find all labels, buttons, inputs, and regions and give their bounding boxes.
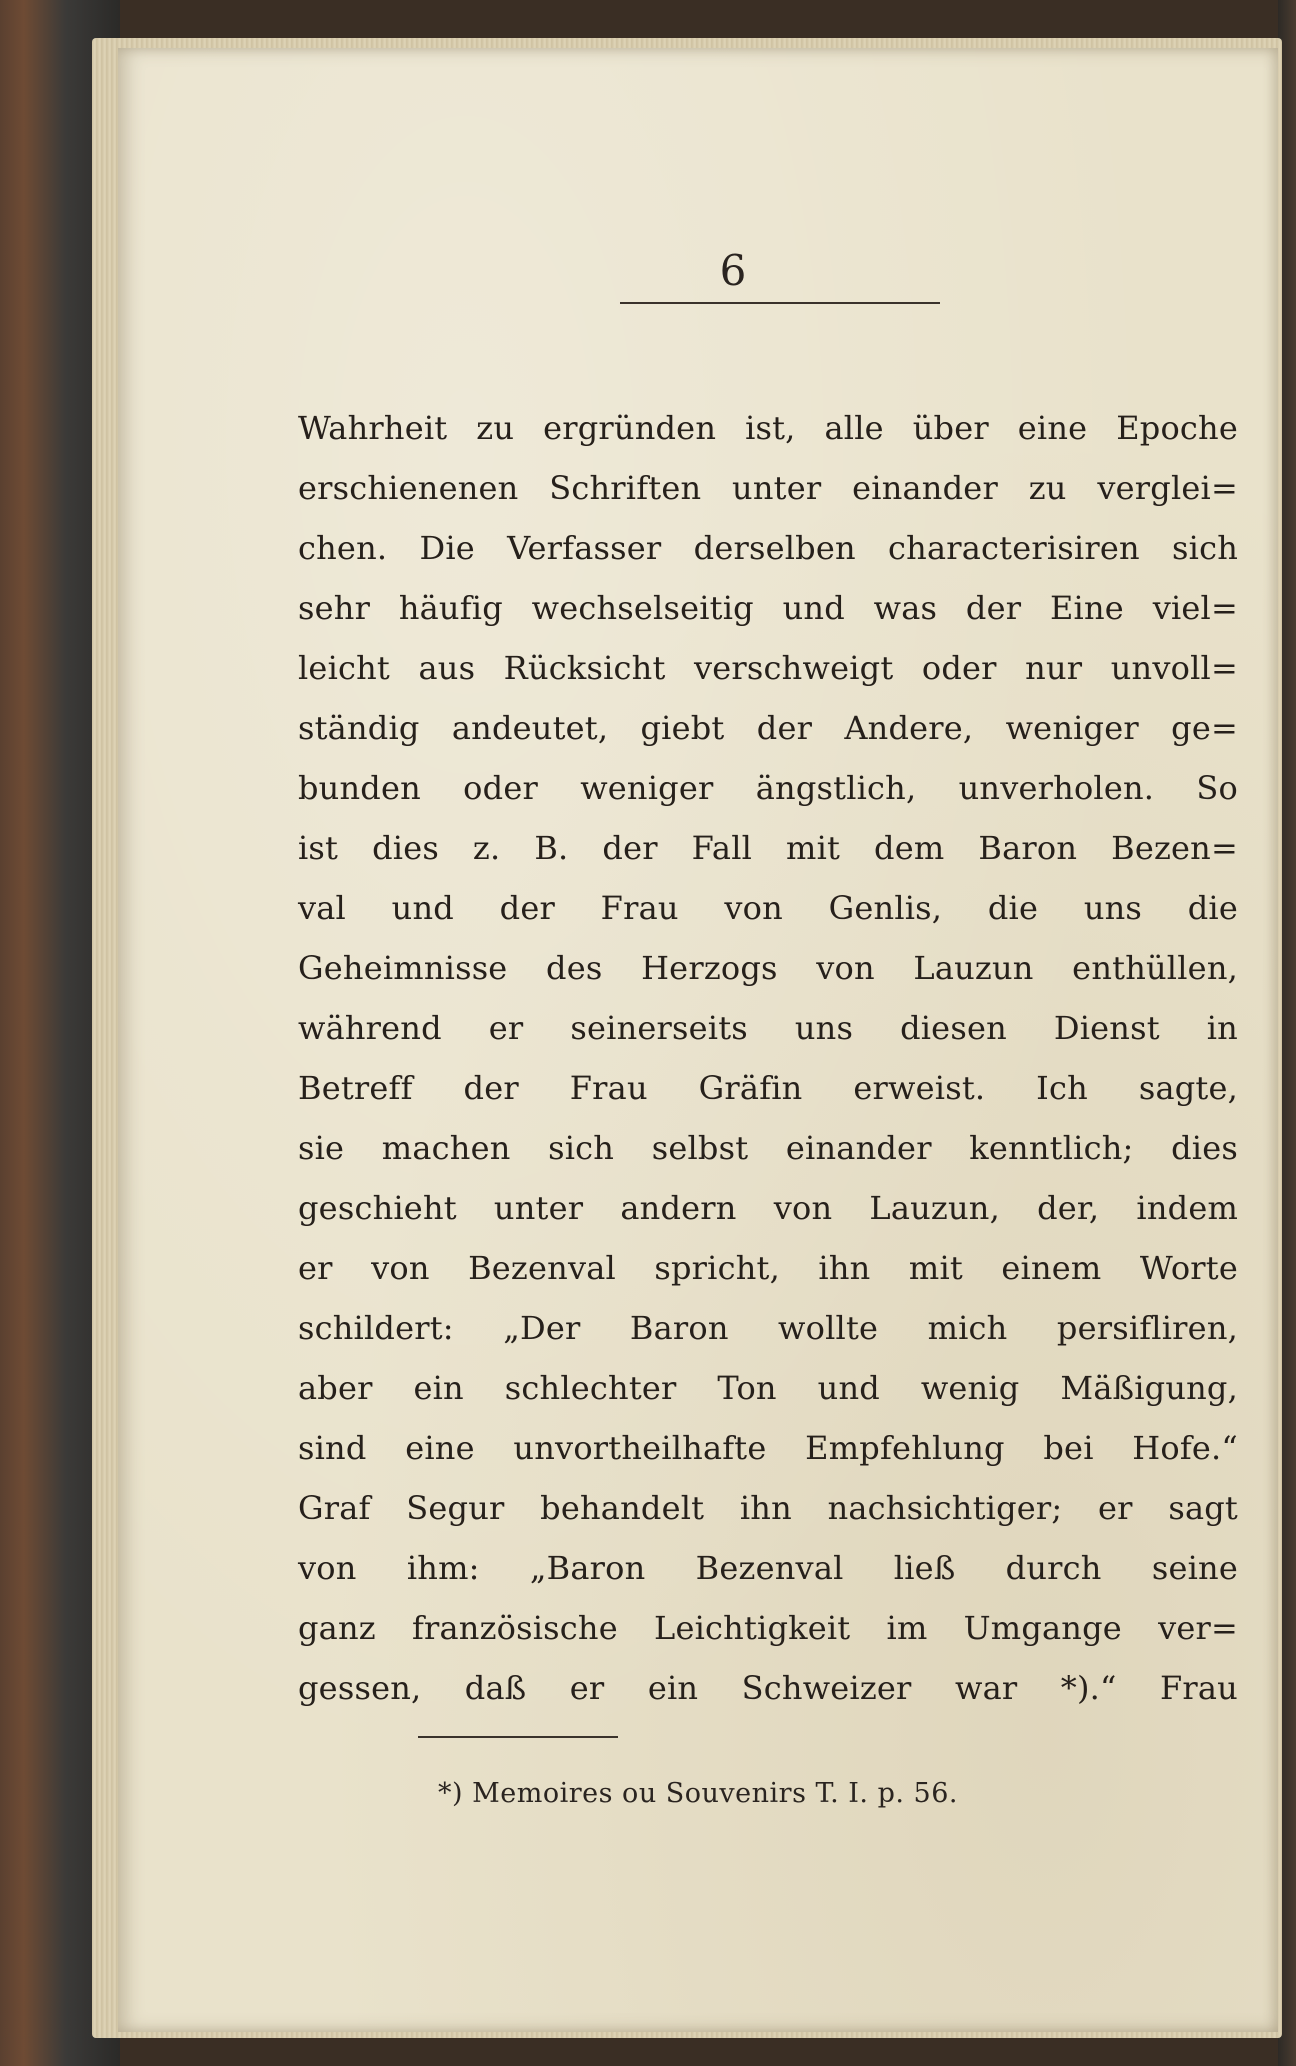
text-line: ständig andeutet, giebt der Andere, weniger ge= <box>298 709 1238 747</box>
text-line: Betreff der Frau Gräfin erweist. Ich sagte, <box>298 1069 1238 1107</box>
text-line: val und der Frau von Genlis, die uns die <box>298 889 1238 927</box>
text-line: leicht aus Rücksicht verschweigt oder nur unvoll= <box>298 649 1238 687</box>
text-line: Wahrheit zu ergründen ist, alle über eine Epoche <box>298 409 1238 447</box>
text-line: ist dies z. B. der Fall mit dem Baron Bezen= <box>298 829 1238 867</box>
book-page <box>118 48 1278 2032</box>
text-line: während er seinerseits uns diesen Dienst in <box>298 1009 1238 1047</box>
footnote-rule <box>418 1736 618 1738</box>
text-line: bunden oder weniger ängstlich, unverholen. So <box>298 769 1238 807</box>
text-line: er von Bezenval spricht, ihn mit einem Worte <box>298 1249 1238 1287</box>
text-line: aber ein schlechter Ton und wenig Mäßigung, <box>298 1369 1238 1407</box>
text-line: ganz französische Leichtigkeit im Umgange ver= <box>298 1609 1238 1647</box>
header-rule <box>620 302 940 304</box>
footnote: *) Memoires ou Souvenirs T. I. p. 56. <box>438 1778 958 1809</box>
text-line: von ihm: „Baron Bezenval ließ durch seine <box>298 1549 1238 1587</box>
text-line: Graf Segur behandelt ihn nachsichtiger; er sagt <box>298 1489 1238 1527</box>
text-line: geschieht unter andern von Lauzun, der, indem <box>298 1189 1238 1227</box>
body-text <box>298 398 1238 1718</box>
text-line: Geheimnisse des Herzogs von Lauzun enthüllen, <box>298 949 1238 987</box>
text-line: gessen, daß er ein Schweizer war *).“ Frau <box>298 1669 1238 1707</box>
text-line: sehr häufig wechselseitig und was der Eine viel= <box>298 589 1238 627</box>
text-line: schildert: „Der Baron wollte mich persifliren, <box>298 1309 1238 1347</box>
text-line: sie machen sich selbst einander kenntlich; dies <box>298 1129 1238 1167</box>
text-line: sind eine unvortheilhafte Empfehlung bei Hofe.“ <box>298 1429 1238 1467</box>
page-number: 6 <box>719 246 747 295</box>
text-line: erschienenen Schriften unter einander zu verglei= <box>298 469 1238 507</box>
text-line: chen. Die Verfasser derselben characterisiren sich <box>298 529 1238 567</box>
